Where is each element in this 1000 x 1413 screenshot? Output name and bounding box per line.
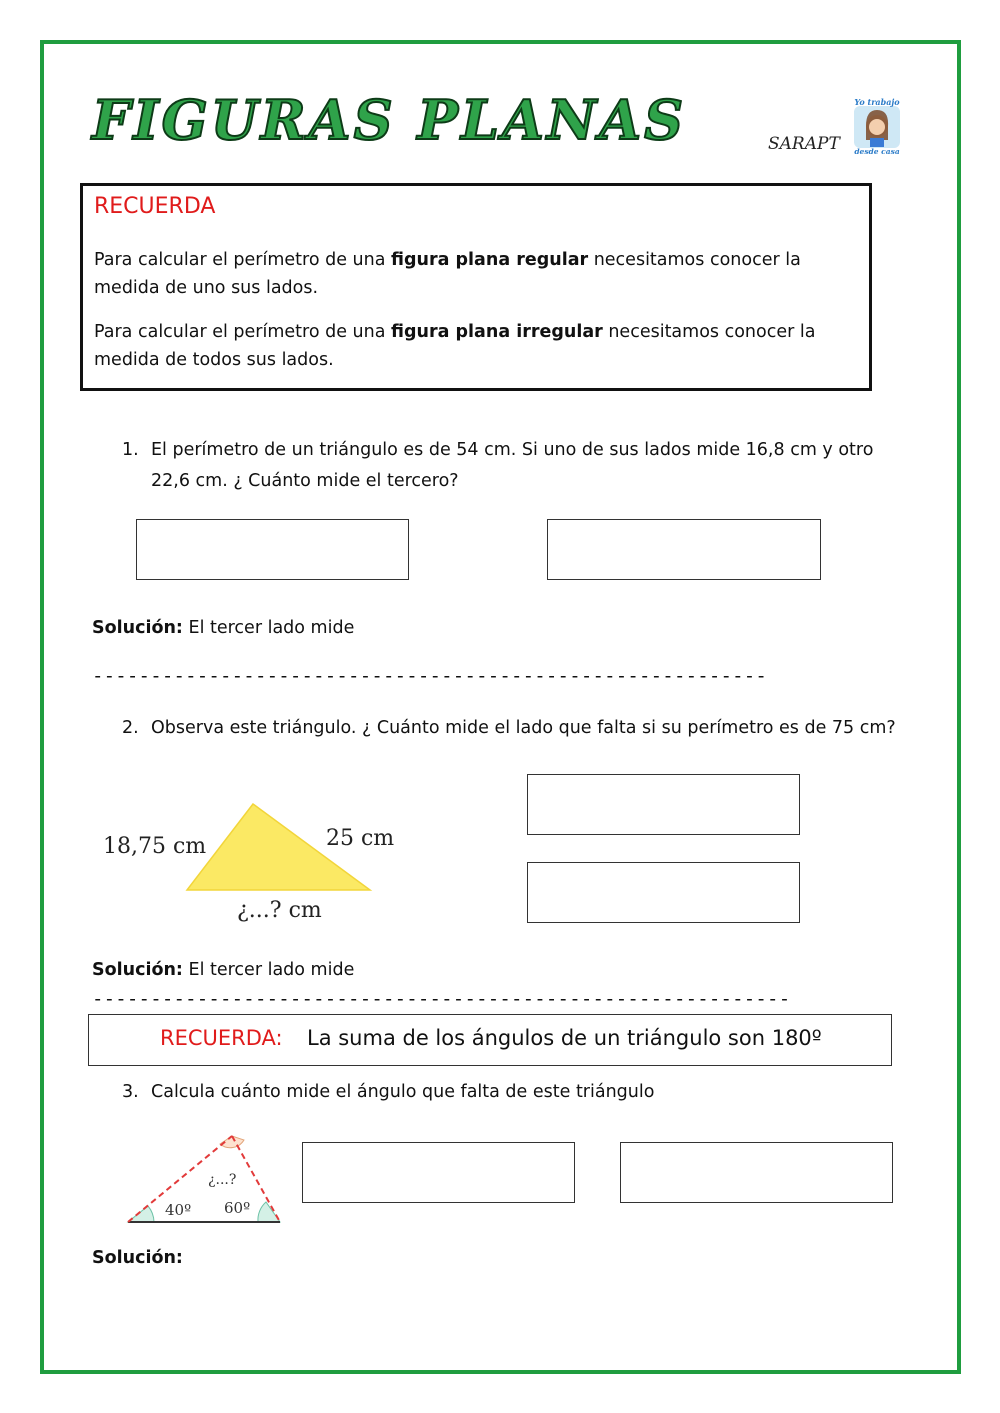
question-1-number: 1. (122, 440, 139, 460)
q1-answer-box-2[interactable] (547, 519, 821, 580)
page-title: FIGURAS PLANAS (92, 88, 687, 152)
svg-text:Yo trabajo: Yo trabajo (854, 97, 900, 107)
q3-answer-box-2[interactable] (620, 1142, 893, 1203)
q3-solution-label: Solución: (92, 1248, 183, 1268)
author-signature: SARAPT (768, 134, 840, 154)
question-2-text: Observa este triángulo. ¿ Cuánto mide el lado que falta si su perímetro es de 75 cm? (151, 718, 896, 738)
recuerda-paragraph-irregular: Para calcular el perímetro de una figura plana irregular necesitamos conocer la medida de todos sus lados. (94, 322, 816, 370)
q2-side-left-label: 18,75 cm (103, 834, 207, 859)
question-2-number: 2. (122, 718, 139, 738)
question-1-text: El perímetro de un triángulo es de 54 cm. Si uno de sus lados mide 16,8 cm y otro 22,6 cm. ¿ Cuánto mide el tercero? (151, 440, 874, 491)
yo-trabajo-desde-casa-logo (848, 96, 906, 156)
q2-answer-box-1[interactable] (527, 774, 800, 835)
recuerda-angles-text: La suma de los ángulos de un triángulo son 180º (307, 1026, 822, 1050)
q2-answer-box-2[interactable] (527, 862, 800, 923)
q3-angle-top-label: ¿...? (208, 1172, 237, 1188)
q3-angle-left-label: 40º (165, 1201, 192, 1219)
q2-solution-text: El tercer lado mide (188, 960, 355, 980)
q1-solution (92, 618, 354, 638)
q3-solution (92, 1248, 183, 1268)
question-3-number: 3. (122, 1082, 139, 1102)
q1-solution-label: Solución: (92, 618, 183, 638)
recuerda-paragraph-regular: Para calcular el perímetro de una figura plana regular necesitamos conocer la medida de uno sus lados. (94, 250, 801, 298)
q2-side-bottom-label: ¿...? cm (237, 898, 322, 923)
q3-triangle-figure (120, 1128, 290, 1228)
recuerda-title: RECUERDA (94, 194, 216, 219)
q2-side-right-label: 25 cm (326, 826, 395, 851)
q1-answer-line: ---------------------------------------------------------- (92, 665, 768, 687)
q1-answer-box-1[interactable] (136, 519, 409, 580)
q2-answer-line: ------------------------------------------------------------ (92, 988, 791, 1010)
recuerda-angles-label: RECUERDA: (160, 1026, 283, 1050)
q3-angle-right-label: 60º (224, 1199, 251, 1217)
q2-solution-label: Solución: (92, 960, 183, 980)
question-3-text: Calcula cuánto mide el ángulo que falta de este triángulo (151, 1082, 655, 1102)
q3-angle-arc-right (258, 1202, 280, 1222)
q2-solution (92, 960, 354, 980)
q2-triangle-figure (95, 790, 415, 930)
q1-solution-text: El tercer lado mide (188, 618, 355, 638)
svg-text:desde casa: desde casa (854, 147, 900, 156)
q3-answer-box-1[interactable] (302, 1142, 575, 1203)
